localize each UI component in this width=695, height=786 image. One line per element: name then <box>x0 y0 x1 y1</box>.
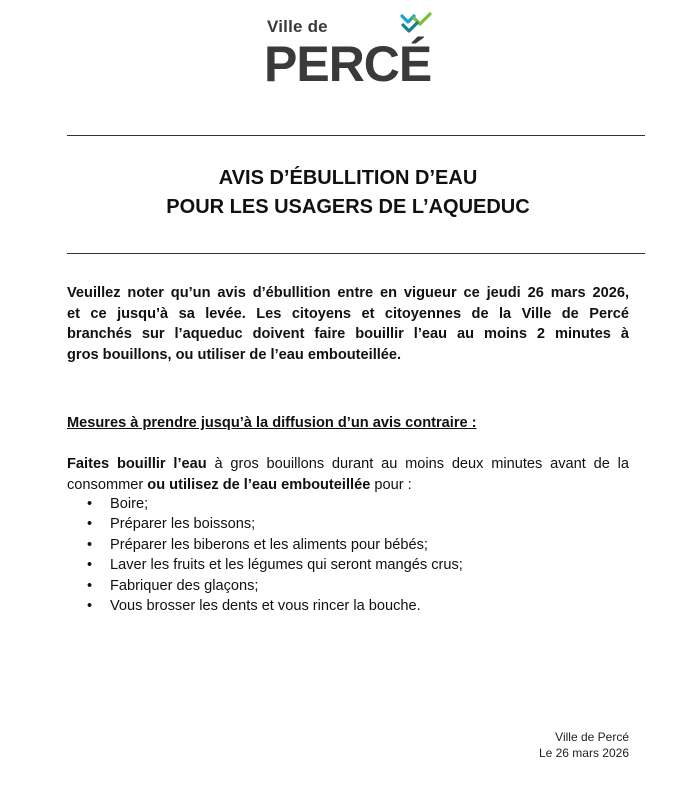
intro-line: Veuillez noter qu’un avis d’ébullition entre en vigueur ce jeudi 26 mars 2026, <box>67 285 629 301</box>
logo-chevrons-icon <box>400 12 436 38</box>
uses-list <box>67 494 463 616</box>
bullet-icon: • <box>87 496 93 512</box>
instructions-line <box>67 454 629 475</box>
signature-block <box>539 729 629 761</box>
logo-name: PERCÉ <box>264 36 432 92</box>
bullet-icon: • <box>87 557 93 574</box>
notice-title: AVIS D’ÉBULLITION D’EAU <box>218 167 478 189</box>
instructions-paragraph <box>67 454 629 495</box>
intro-paragraph <box>67 283 629 366</box>
list-item: • Vous brosser les dents et vous rincer la bouche. <box>67 596 463 616</box>
intro-line: et ce jusqu’à sa levée. Les citoyens et citoyennes de la Ville de Percé <box>67 305 629 322</box>
bullet-icon: • <box>87 577 93 594</box>
intro-line: gros bouillons, ou utiliser de l’eau embouteillée. <box>67 347 402 364</box>
list-item: • Fabriquer des glaçons; <box>67 576 463 596</box>
instruction-text: à gros bouillons durant au moins deux minutes avant de la <box>206 456 629 472</box>
notice-subtitle: POUR LES USAGERS DE L’AQUEDUC <box>166 196 530 218</box>
bottom-divider <box>67 253 645 254</box>
bullet-icon: • <box>87 516 93 533</box>
list-item: • Préparer les biberons et les aliments pour bébés; <box>67 535 463 555</box>
list-item: • Préparer les boissons; <box>67 514 463 534</box>
instruction-bold-boil: Faites bouillir l’eau <box>67 456 207 472</box>
signature-org: Ville de Percé <box>555 730 629 744</box>
list-item: • Laver les fruits et les légumes qui seront mangés crus; <box>67 555 463 575</box>
list-item: • Boire; <box>67 494 463 514</box>
bullet-icon: • <box>87 536 93 553</box>
bullet-icon: • <box>87 598 93 615</box>
top-divider <box>67 135 645 136</box>
instruction-text: pour : <box>370 476 412 493</box>
ville-de-perce-logo <box>264 12 439 100</box>
instruction-bold-bottled: ou utilisez de l’eau embouteillée <box>147 476 371 493</box>
measures-heading: Mesures à prendre jusqu’à la diffusion d’un avis contraire : <box>67 415 477 431</box>
intro-line: branchés sur l’aqueduc doivent faire bouillir l’eau au moins 2 minutes à <box>67 326 629 343</box>
instructions-line <box>67 475 629 496</box>
instruction-text: consommer <box>67 476 148 493</box>
signature-date: Le 26 mars 2026 <box>538 746 629 760</box>
logo-prefix: Ville de <box>267 17 328 36</box>
